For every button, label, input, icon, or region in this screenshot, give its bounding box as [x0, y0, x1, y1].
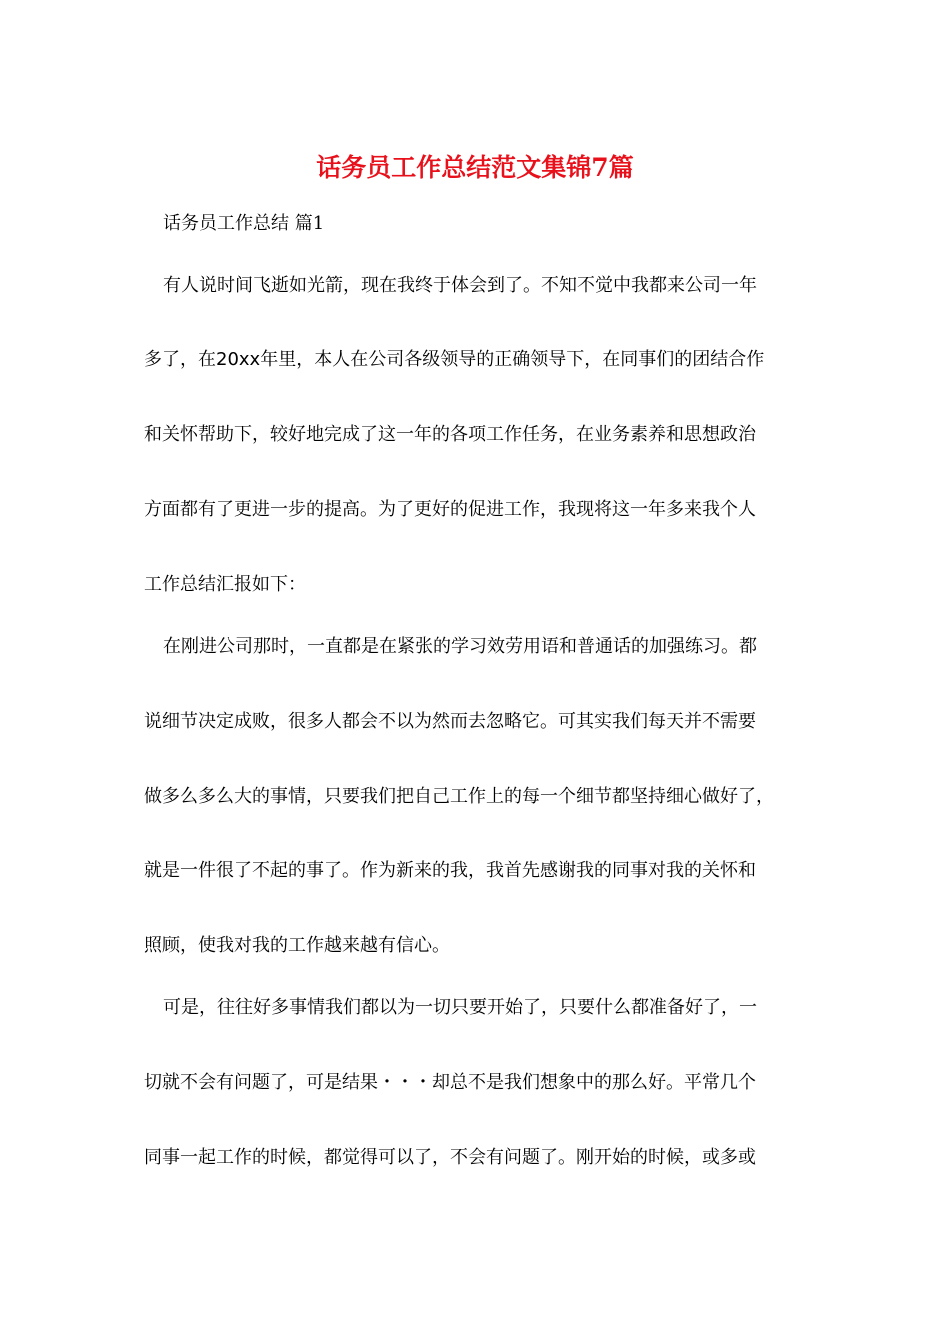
paragraph-line: 多了，在20xx年里，本人在公司各级领导的正确领导下，在同事们的团结合作: [144, 349, 765, 370]
section-heading-text: 话务员工作总结 篇: [163, 213, 313, 234]
section-heading: [163, 208, 324, 240]
paragraph-line: 照顾，使我对我的工作越来越有信心。: [144, 935, 450, 956]
paragraph-line: 方面都有了更进一步的提高。为了更好的促进工作，我现将这一年多来我个人: [144, 499, 756, 520]
paragraph-line: 切就不会有问题了，可是结果・・・却总不是我们想象中的那么好。平常几个: [144, 1072, 756, 1093]
paragraph-line: 做多么多么大的事情，只要我们把自己工作上的每一个细节都坚持细心做好了，: [144, 786, 774, 807]
paragraph-line: 在刚进公司那时，一直都是在紧张的学习效劳用语和普通话的加强练习。都: [163, 636, 757, 657]
paragraph-line: 可是，往往好多事情我们都以为一切只要开始了，只要什么都准备好了，一: [163, 997, 757, 1018]
paragraph-line: 同事一起工作的时候，都觉得可以了，不会有问题了。刚开始的时候，或多或: [144, 1147, 756, 1168]
paragraph-line: 就是一件很了不起的事了。作为新来的我，我首先感谢我的同事对我的关怀和: [144, 860, 756, 881]
paragraph-line: 有人说时间飞逝如光箭，现在我终于体会到了。不知不觉中我都来公司一年: [163, 275, 757, 296]
paragraph-line: 和关怀帮助下，较好地完成了这一年的各项工作任务，在业务素养和思想政治: [144, 424, 756, 445]
section-number: 1: [312, 213, 325, 234]
paragraph-line: 工作总结汇报如下：: [144, 574, 306, 595]
paragraph-line: 说细节决定成败，很多人都会不以为然而去忽略它。可其实我们每天并不需要: [144, 711, 756, 732]
document-title: 话务员工作总结范文集锦7篇: [316, 153, 634, 182]
